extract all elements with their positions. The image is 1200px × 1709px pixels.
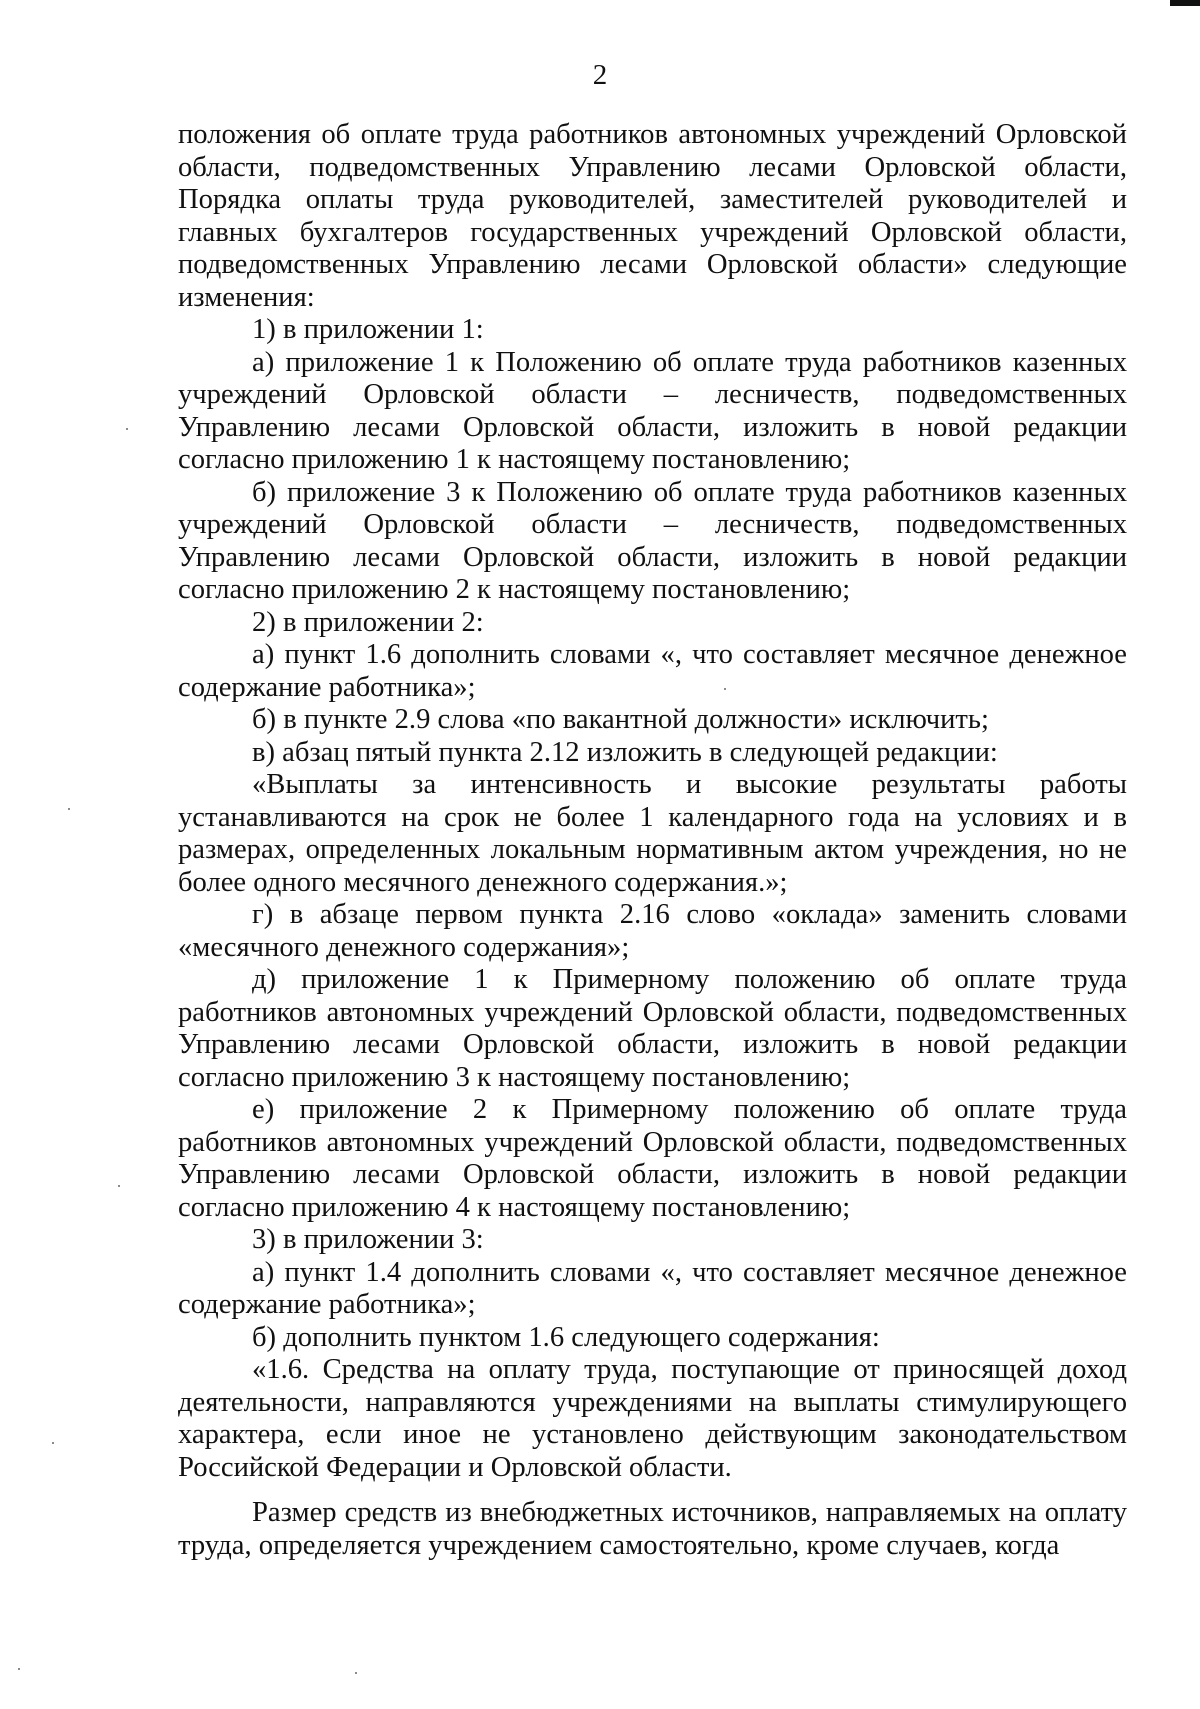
scan-speck [126, 428, 128, 430]
page-number: 2 [592, 59, 608, 91]
scan-speck [68, 808, 70, 810]
paragraph-item-1: 1) в приложении 1: [252, 314, 484, 345]
paragraph-quote-payments: «Выплаты за интенсивность и высокие результаты работы устанавливаются на срок не более 1 календарного года на условиях и в размерах, определенных локальным нормативным актом учреждения, но не более одного месячного денежного содержания.»; [178, 769, 1127, 898]
scan-speck [355, 1672, 357, 1674]
paragraph-item-3: 3) в приложении 3: [252, 1224, 484, 1255]
paragraph-quote-1-6: «1.6. Средства на оплату труда, поступающие от приносящей доход деятельности, направляются учреждениями на выплаты стимулирующего характера, если иное не установлено действующим законодательством Российской Федерации и Орловской области. [178, 1354, 1127, 1483]
paragraph-item-2: 2) в приложении 2: [252, 606, 484, 638]
paragraph-item-2d: д) приложение 1 к Примерному положению об оплате труда работников автономных учреждений Орловской области, подведомственных Управлению лесами Орловской области, изложить в новой редакции согласно приложению 3 к настоящему постановлению; [178, 964, 1127, 1093]
paragraph-funds-size: Размер средств из внебюджетных источников, направляемых на оплату труда, определяется учреждением самостоятельно, кроме случаев, когда [178, 1497, 1127, 1561]
scan-speck [724, 688, 726, 690]
scan-speck [118, 1185, 120, 1187]
paragraph-item-3b: б) дополнить пунктом 1.6 следующего содержания: [252, 1321, 880, 1353]
paragraph-item-1b: б) приложение 3 к Положению об оплате труда работников казенных учреждений Орловской области – лесничеств, подведомственных Управлению лесами Орловской области, изложить в новой редакции согласно приложению 2 к настоящему постановлению; [178, 476, 1127, 605]
paragraph-item-3a: а) пункт 1.4 дополнить словами «, что составляет месячное денежное содержание работника»; [178, 1256, 1127, 1320]
paragraph-item-2e: е) приложение 2 к Примерному положению об оплате труда работников автономных учреждений Орловской области, подведомственных Управлению лесами Орловской области, изложить в новой редакции согласно приложению 4 к настоящему постановлению; [178, 1094, 1127, 1223]
scan-corner-mark [1170, 0, 1200, 6]
scan-speck [52, 1442, 54, 1444]
paragraph-item-1a: а) приложение 1 к Положению об оплате труда работников казенных учреждений Орловской области – лесничеств, подведомственных Управлению лесами Орловской области, изложить в новой редакции согласно приложению 1 к настоящему постановлению; [178, 346, 1127, 475]
scan-speck [18, 1668, 20, 1670]
paragraph-intro-continuation: положения об оплате труда работников автономных учреждений Орловской области, подведомственных Управлению лесами Орловской области, Порядка оплаты труда руководителей, заместителей руководителей и главных бухгалтеров государственных учреждений Орловской области, подведомственных Управлению лесами Орловской области» следующие изменения: [178, 119, 1127, 313]
paragraph-item-2v: в) абзац пятый пункта 2.12 изложить в следующей редакции: [252, 736, 998, 768]
paragraph-item-2g: г) в абзаце первом пункта 2.16 слово «оклада» заменить словами «месячного денежного содержания»; [178, 899, 1127, 963]
paragraph-item-2a: а) пункт 1.6 дополнить словами «, что составляет месячное денежное содержание работника»; [178, 639, 1127, 703]
document-body [178, 119, 1127, 1562]
paragraph-item-2b: б) в пункте 2.9 слова «по вакантной должности» исключить; [252, 704, 989, 735]
